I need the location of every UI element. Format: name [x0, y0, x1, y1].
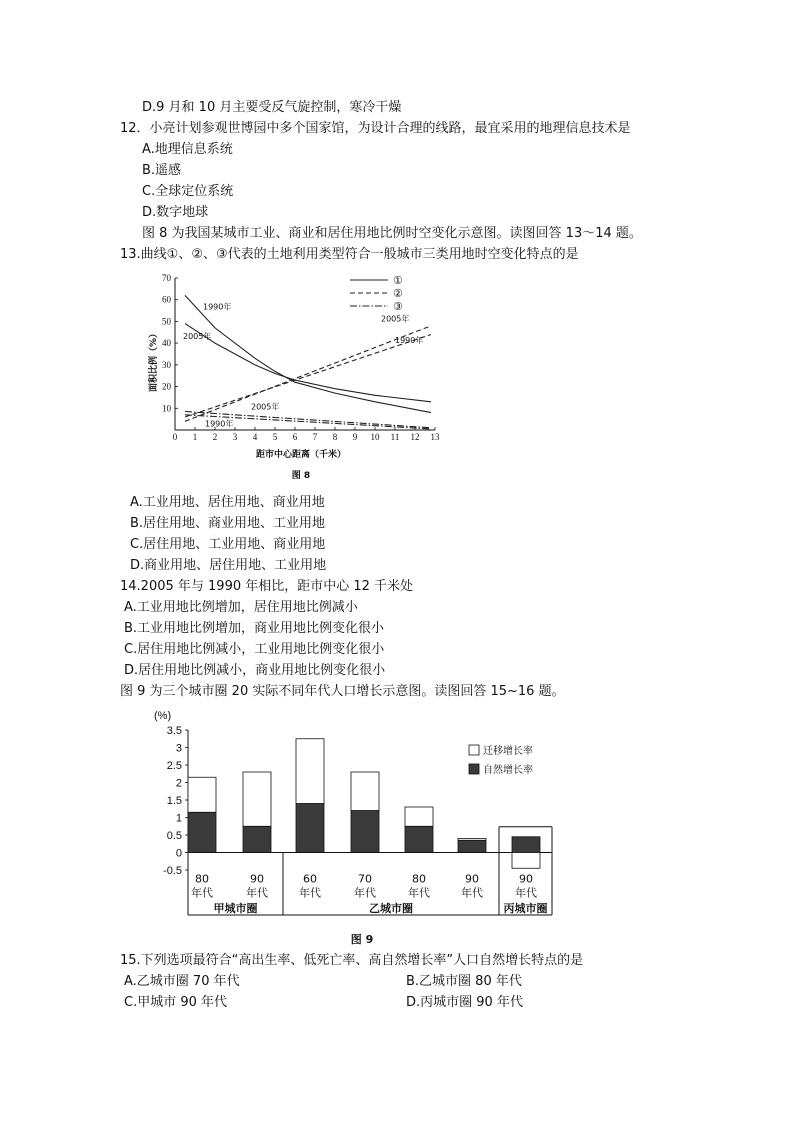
fig8-caption: 图 8	[291, 471, 311, 481]
fig9-y-axis-unit: (%)	[154, 710, 172, 722]
fig9-legend	[469, 744, 533, 776]
fig8-lines	[183, 295, 431, 429]
fig9-y-tick-label: 2.5	[166, 760, 182, 772]
fig9-natural-bar	[351, 811, 379, 853]
fig8-y-tick-label: 20	[162, 381, 171, 392]
fig9-legend-label: 迁移增长率	[483, 746, 533, 757]
fig9-intro: 图 9 为三个城市圈 20 实际不同年代人口增长示意图。读图回答 15~16 题。	[120, 684, 565, 699]
fig9-natural-bar	[243, 826, 271, 852]
fig9-decade-label: 90	[250, 872, 264, 886]
fig9-decade-unit: 年代	[299, 886, 321, 900]
fig9-y-tick-label: -0.5	[163, 865, 182, 877]
fig8-x-axis-label: 距市中心距离（千米）	[255, 450, 347, 460]
fig9-migration-bar	[458, 839, 486, 841]
q13-option-a: A.工业用地、居住用地、商业用地	[130, 495, 325, 510]
q14-option-a: A.工业用地比例增加，居住用地比例减小	[124, 600, 358, 615]
q14-option-b: B.工业用地比例增加，商业用地比例变化很小	[124, 621, 385, 636]
fig9-migration-bar	[405, 807, 433, 826]
q14-option-d: D.居住用地比例减小，商业用地比例变化很小	[124, 663, 386, 678]
q12-option-d: D.数字地球	[142, 205, 209, 220]
fig9-y-tick-label: 0.5	[166, 830, 182, 842]
fig9-legend-label: 自然增长率	[483, 765, 533, 776]
fig9-y-tick-label: 2	[175, 777, 182, 790]
q12-option-b: B.遥感	[142, 163, 182, 178]
fig9-migration-bar	[243, 772, 271, 826]
q13-option-b: B.居住用地、商业用地、工业用地	[130, 516, 326, 531]
figure-8-line-chart	[140, 268, 450, 483]
fig9-natural-bar	[296, 804, 324, 853]
fig8-y-tick-label: 70	[162, 273, 171, 283]
figure-9-bar-chart	[140, 705, 580, 950]
fig9-natural-bar	[458, 840, 486, 852]
fig9-natural-bar	[188, 812, 216, 852]
fig9-decade-label: 80	[412, 872, 426, 886]
fig9-migration-bar	[296, 739, 324, 804]
fig9-y-tick-label: 1.5	[166, 795, 182, 807]
fig9-natural-bar	[405, 826, 433, 852]
q13-stem: 13.曲线①、②、③代表的土地利用类型符合一般城市三类用地时空变化特点的是	[120, 247, 579, 262]
fig8-y-tick-label: 50	[162, 316, 171, 327]
fig9-group-label: 乙城市圈	[369, 902, 413, 915]
fig8-y-tick-label: 10	[162, 403, 171, 414]
q14-stem: 14.2005 年与 1990 年相比，距市中心 12 千米处	[120, 579, 414, 594]
fig9-decade-unit: 年代	[191, 886, 213, 900]
fig8-x-tick-label: 1	[192, 432, 198, 442]
fig9-decade-unit: 年代	[515, 886, 537, 900]
fig9-decade-unit: 年代	[246, 886, 268, 900]
fig9-decade-label: 80	[195, 872, 209, 886]
fig9-decade-unit: 年代	[354, 886, 376, 900]
fig8-year-label: 1990年	[203, 302, 232, 312]
fig8-year-label: 2005年	[183, 331, 212, 341]
fig9-migration-bar	[188, 777, 216, 812]
fig9-decade-label: 90	[519, 872, 533, 886]
fig8-year-label: 1990年	[205, 419, 234, 429]
fig9-natural-bar	[512, 837, 540, 853]
fig9-decade-unit: 年代	[461, 886, 483, 900]
fig8-x-tick-label: 11	[390, 432, 400, 442]
fig8-x-tick-label: 3	[232, 432, 238, 442]
fig8-x-tick-label: 5	[272, 432, 278, 442]
fig8-x-tick-label: 13	[430, 432, 440, 442]
fig8-legend-label: ②	[393, 288, 403, 300]
fig8-legend-label: ①	[393, 275, 403, 287]
fig9-y-tick-label: 1	[175, 812, 182, 825]
fig8-x-tick-label: 12	[410, 432, 420, 442]
fig9-y-tick-label: 3.5	[166, 725, 182, 737]
fig8-x-tick-label: 6	[292, 432, 298, 442]
fig8-x-tick-label: 7	[312, 432, 318, 442]
fig9-decade-unit: 年代	[408, 886, 430, 900]
fig9-decade-label: 90	[465, 872, 479, 886]
fig8-x-tick-label: 4	[252, 432, 258, 442]
fig9-legend-swatch	[469, 764, 479, 774]
fig9-caption: 图 9	[350, 933, 374, 946]
fig8-year-label: 2005年	[381, 314, 410, 324]
q13-option-d: D.商业用地、居住用地、工业用地	[130, 558, 327, 573]
fig8-x-tick-label: 0	[172, 432, 178, 442]
q12-stem: 12．小亮计划参观世博园中多个国家馆，为设计合理的线路，最宜采用的地理信息技术是	[120, 121, 631, 136]
q15-option-b: B.乙城市圈 80 年代	[406, 974, 522, 989]
q15-option-c: C.甲城市 90 年代	[124, 995, 228, 1010]
fig8-legend	[350, 275, 403, 313]
fig9-y-tick-label: 3	[175, 742, 182, 755]
fig8-legend-label: ③	[393, 301, 403, 313]
fig8-x-tick-label: 8	[332, 432, 338, 442]
q15-option-d: D.丙城市圈 90 年代	[406, 995, 523, 1010]
fig8-y-tick-label: 30	[162, 359, 171, 370]
fig8-y-axis-label: 面积比例（%）	[149, 328, 159, 392]
fig8-intro: 图 8 为我国某城市工业、商业和居住用地比例时空变化示意图。读图回答 13～14 题。	[142, 226, 642, 241]
fig8-year-label: 1990年	[395, 336, 424, 346]
fig9-decade-label: 70	[358, 872, 372, 886]
fig8-y-tick-label: 60	[162, 294, 171, 305]
fig9-decade-label: 60	[303, 872, 317, 886]
fig9-legend-swatch	[469, 745, 479, 755]
fig8-x-tick-label: 2	[212, 432, 218, 442]
fig9-migration-bar	[512, 853, 540, 869]
fig9-group-label: 丙城市圈	[503, 902, 548, 915]
q15-stem: 15.下列选项最符合“高出生率、低死亡率、高自然增长率”人口自然增长特点的是	[120, 953, 584, 968]
fig8-year-label: 2005年	[251, 402, 280, 412]
fig8-y-tick-label: 40	[162, 338, 171, 349]
fig9-y-tick-label: 0	[175, 847, 182, 860]
fig9-migration-bar	[351, 772, 379, 811]
fig8-x-tick-label: 10	[370, 432, 380, 442]
fig8-x-tick-label: 9	[352, 432, 358, 442]
q13-option-c: C.居住用地、工业用地、商业用地	[130, 537, 326, 552]
q14-option-c: C.居住用地比例减小，工业用地比例变化很小	[124, 642, 385, 657]
q12-option-c: C.全球定位系统	[142, 184, 234, 199]
q15-option-a: A.乙城市圈 70 年代	[124, 974, 240, 989]
q11-option-d: D.9 月和 10 月主要受反气旋控制，寒冷干燥	[142, 100, 402, 115]
fig9-group-label: 甲城市圈	[213, 902, 258, 915]
q12-option-a: A.地理信息系统	[142, 142, 233, 157]
